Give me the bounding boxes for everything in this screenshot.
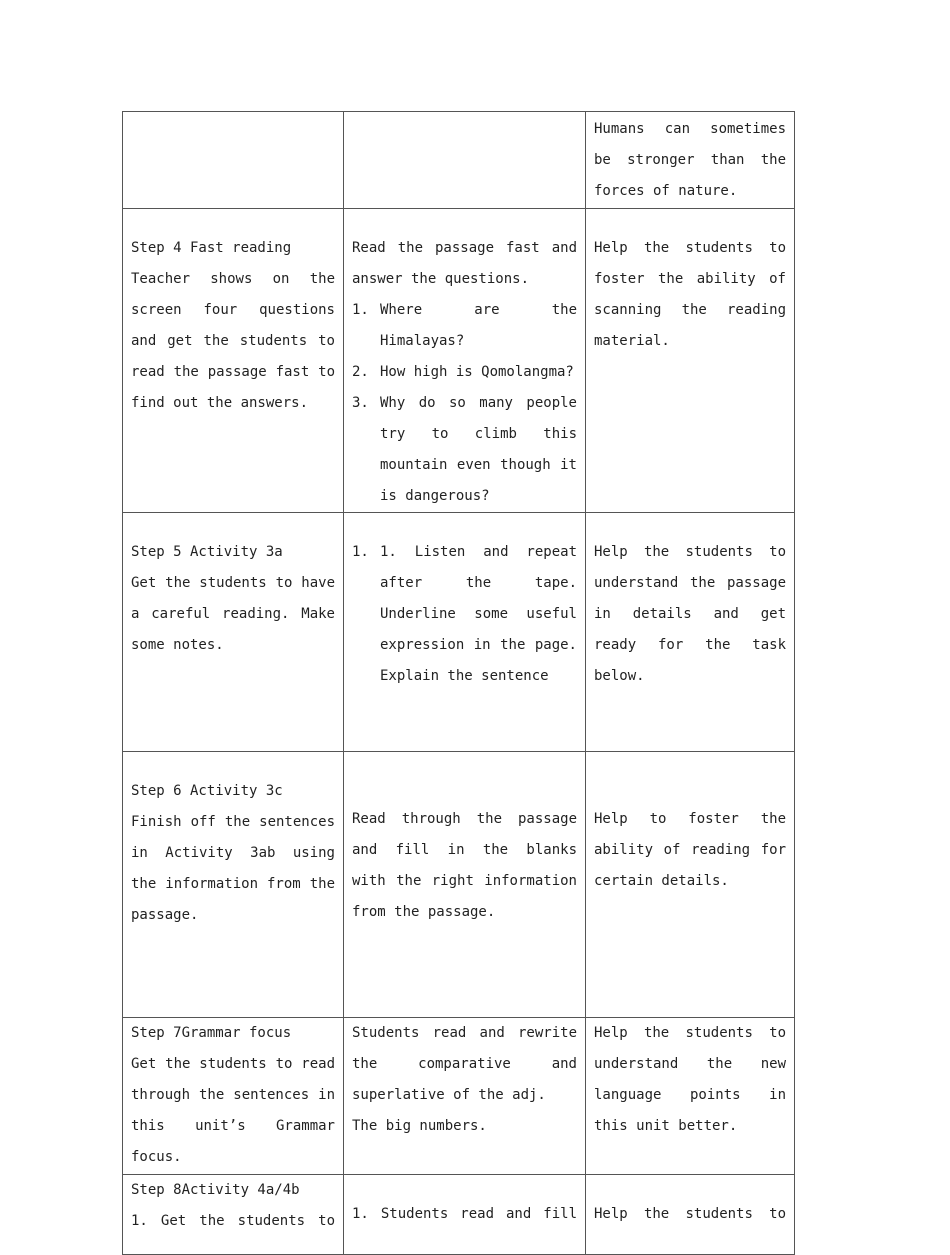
purpose-cell	[586, 752, 795, 1018]
step-title: Step 8Activity 4a/4b	[131, 1182, 300, 1198]
step-description: Get the students to read through the sentences in this unit’s Grammar focus.	[131, 1056, 335, 1165]
purpose-cell	[586, 513, 795, 752]
activity-text: Read through the passage and fill in the blanks with the right information from the passage.	[352, 811, 577, 920]
teacher-activity-cell	[123, 1018, 344, 1175]
teacher-activity-cell	[123, 209, 344, 513]
table-row	[123, 209, 795, 513]
table-row	[123, 112, 795, 209]
student-activity-cell	[344, 1175, 586, 1255]
student-activity-cell	[344, 513, 586, 752]
list-item: 2. How high is Qomolangma?	[352, 364, 574, 380]
step-description: Get the students to have a careful reading. Make some notes.	[131, 575, 335, 653]
teacher-activity-cell	[123, 112, 344, 209]
activity-text: Students read and rewrite the comparative and superlative of the adj.	[352, 1025, 577, 1103]
activity-extra: The big numbers.	[352, 1118, 487, 1134]
student-activity-cell	[344, 1018, 586, 1175]
purpose-cell	[586, 112, 795, 209]
activity-text: 1. Students read and fill	[352, 1206, 577, 1222]
purpose-text: Help the students to	[594, 1206, 786, 1222]
purpose-text: Help to foster the ability of reading for certain details.	[594, 811, 786, 889]
step-description: Finish off the sentences in Activity 3ab using the information from the passage.	[131, 814, 335, 923]
teacher-activity-cell	[123, 752, 344, 1018]
list-item: 1. Where are the Himalayas?	[352, 302, 577, 349]
activity-list	[352, 537, 577, 692]
step-title: Step 7Grammar focus	[131, 1025, 292, 1041]
purpose-cell	[586, 1175, 795, 1255]
student-activity-cell	[344, 209, 586, 513]
teacher-activity-cell	[123, 1175, 344, 1255]
purpose-text: Help the students to foster the ability of scanning the reading material.	[594, 240, 786, 349]
table-row	[123, 1018, 795, 1175]
step-title: Step 6 Activity 3c	[131, 783, 283, 799]
step-title: Step 4 Fast reading	[131, 240, 292, 256]
activity-intro: Read the passage fast and answer the questions.	[352, 240, 577, 287]
purpose-text: Humans can sometimes be stronger than the forces of nature.	[594, 121, 786, 199]
student-activity-cell	[344, 752, 586, 1018]
question-list	[352, 295, 577, 512]
step-description: 1. Get the students to	[131, 1213, 335, 1229]
purpose-text: Help the students to understand the new language points in this unit better.	[594, 1025, 786, 1134]
step-description: Teacher shows on the screen four questions and get the students to read the passage fast to find out the answers.	[131, 271, 335, 411]
purpose-cell	[586, 1018, 795, 1175]
table-row	[123, 513, 795, 752]
table-row	[123, 752, 795, 1018]
purpose-cell	[586, 209, 795, 513]
step-title: Step 5 Activity 3a	[131, 544, 283, 560]
list-item: 3. Why do so many people try to climb this mountain even though it is dangerous?	[352, 395, 577, 504]
list-item: 1. 1. Listen and repeat after the tape. Underline some useful expression in the page. Explain the sentence	[352, 544, 577, 684]
lesson-plan-table	[122, 111, 795, 1255]
teacher-activity-cell	[123, 513, 344, 752]
purpose-text: Help the students to understand the passage in details and get ready for the task below.	[594, 544, 786, 684]
student-activity-cell	[344, 112, 586, 209]
table-row	[123, 1175, 795, 1255]
